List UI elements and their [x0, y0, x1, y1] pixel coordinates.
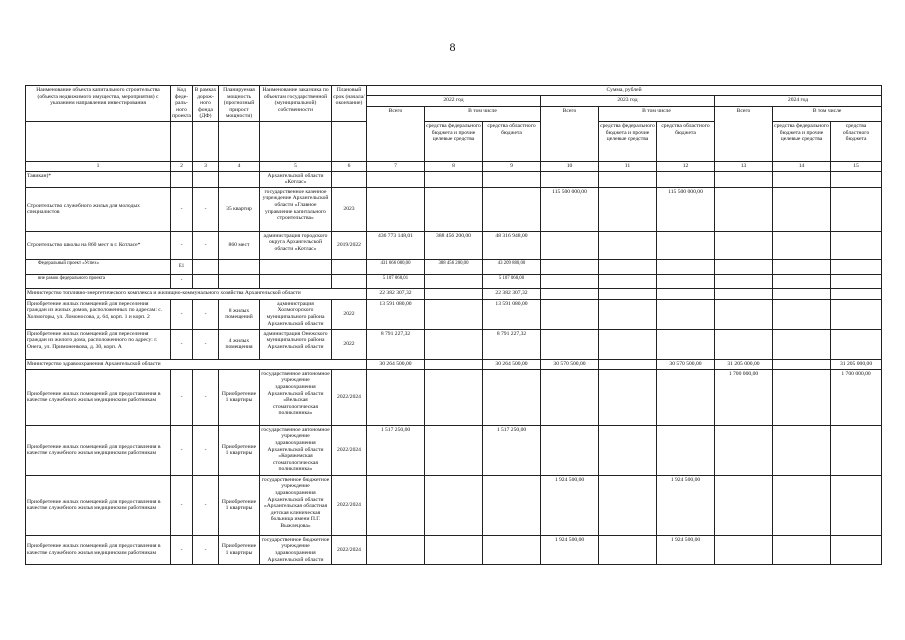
row-name: Строительство школы на 860 мест в г. Котласе* — [26, 231, 171, 259]
header-reg-2022: средства областного бюджета — [483, 121, 541, 161]
cell-2022-fed: 388 456 200,00 — [425, 231, 483, 259]
row-capacity: 860 мест — [219, 231, 260, 259]
cell-2023-reg: 115 500 000,00 — [657, 187, 715, 231]
row-name: Приобретение жилых помещений для переселения граждан из жилого дома, расположенного по адресу: г. Онега, ул. Примоненкова, д. 30, корп. А — [26, 329, 171, 359]
cell-2022-fed: 388 456 200,00 — [425, 259, 483, 274]
cell-2024-total: 1 700 000,00 — [715, 369, 773, 425]
colnum: 6 — [332, 161, 367, 171]
row-capacity: 4 жилых помещения — [219, 329, 260, 359]
colnum: 14 — [773, 161, 831, 171]
header-including-2023: В том числе — [599, 106, 715, 121]
cell-2022-reg: 13 591 080,00 — [483, 299, 541, 329]
section-title: Министерство топливно-энергетического комплекса и жилищно-коммунального хозяйства Архангельской области — [26, 288, 367, 299]
colnum: 12 — [657, 161, 715, 171]
cell-2022-reg: 5 107 068,00 — [483, 274, 541, 288]
row-capacity: 8 жилых помещений — [219, 299, 260, 329]
row-period: 2022/2024 — [332, 535, 367, 564]
header-dof: В рамках дорож-ного фонда (ДФ) — [193, 86, 219, 122]
header-name: Наименование объекта капитального строительства (объекта недвижимого имущества, мероприятия) с указанием направления инвестирования — [26, 86, 171, 122]
cell-2022-reg: 48 316 948,00 — [483, 231, 541, 259]
header-year-2023: 2023 год — [541, 95, 715, 106]
row-code: - — [171, 425, 193, 475]
row-dof: - — [193, 369, 219, 425]
row-period: 2019/2022 — [332, 231, 367, 259]
header-including-2022: В том числе — [425, 106, 541, 121]
row-dof: - — [193, 475, 219, 535]
cell-2022-total: 436 773 148,01 — [367, 231, 425, 259]
cell-2024-reg: 31 205 000,00 — [831, 359, 882, 369]
cell-2023-total: 1 924 500,00 — [541, 535, 599, 564]
header-period: Плановый срок (начала/окончание) — [332, 86, 367, 122]
row-capacity: Приобретение 1 квартиры — [219, 475, 260, 535]
row-name: вне рамок федерального проекта — [26, 274, 171, 288]
row-name: Приобретение жилых помещений для предоставления в качестве служебного жилья медицинским работникам — [26, 475, 171, 535]
table-row — [26, 274, 882, 288]
row-code: - — [171, 299, 193, 329]
colnum: 8 — [425, 161, 483, 171]
table-row — [26, 369, 882, 425]
section-title: Министерство здравоохранения Архангельской области — [26, 359, 367, 369]
header-year-2022: 2022 год — [367, 95, 541, 106]
row-customer: государственное автономное учреждение здравоохранения Архангельской области «Вельская стоматологическая поликлиника» — [260, 369, 332, 425]
cell-2023-total: 1 924 500,00 — [541, 475, 599, 535]
cell-2022-total: 30 264 500,00 — [367, 359, 425, 369]
row-customer: администрация Онежского муниципального района Архангельской области — [260, 329, 332, 359]
row-period: 2022 — [332, 329, 367, 359]
row-customer: государственное бюджетное учреждение здравоохранения Архангельской области «Архангельская областная детская клиническая больница имени П.Г. Выжлецова» — [260, 475, 332, 535]
row-period: 2022/2024 — [332, 425, 367, 475]
cell-2022-reg: 8 791 227,32 — [483, 329, 541, 359]
table-row — [26, 425, 882, 475]
table-row — [26, 171, 882, 187]
header-customer: Наименование заказчика по объектам государственной (муниципальной) собственности — [260, 86, 332, 122]
row-name: Приобретение жилых помещений для переселения граждан из жилых домов, расположенных по адресам: с. Холмогоры, ул. Ломоносова, д. 64, корп. 1 и корп. 2 — [26, 299, 171, 329]
row-customer: государственное бюджетное учреждение здравоохранения Архангельской области — [260, 535, 332, 564]
row-period: 2023 — [332, 187, 367, 231]
column-numbers-row — [26, 161, 882, 171]
row-code: - — [171, 274, 193, 288]
cell-2022-reg: 1 517 250,00 — [483, 425, 541, 475]
table-row — [26, 259, 882, 274]
header-capacity: Планируемая мощность (прогнозный прирост мощности) — [219, 86, 260, 122]
section-row — [26, 359, 882, 369]
row-name: Приобретение жилых помещений для предоставления в качестве служебного жилья медицинским работникам — [26, 425, 171, 475]
row-capacity: Приобретение 1 квартиры — [219, 369, 260, 425]
table-row — [26, 535, 882, 564]
cell-2024-reg: 1 700 000,00 — [831, 369, 882, 425]
row-code: - — [171, 475, 193, 535]
row-capacity: 35 квартир — [219, 187, 260, 231]
row-customer: Архангельской области «Котлас» — [260, 171, 332, 187]
investment-table — [25, 85, 882, 565]
section-row — [26, 288, 882, 299]
row-period: 2022/2024 — [332, 369, 367, 425]
cell-2023-total: 30 570 500,00 — [541, 359, 599, 369]
cell-2022-total: 1 517 250,00 — [367, 425, 425, 475]
header-year-2024: 2024 год — [715, 95, 882, 106]
table-body — [26, 171, 882, 565]
row-dof: - — [193, 187, 219, 231]
cell-2022-total: 8 791 227,32 — [367, 329, 425, 359]
cell-2022-reg: 22 382 307,32 — [483, 288, 541, 299]
row-dof: - — [193, 425, 219, 475]
row-code: - — [171, 231, 193, 259]
header-fed-2023: средства федерального бюджета и прочие целевые средства — [599, 121, 657, 161]
row-customer: государственное автономное учреждение здравоохранения Архангельской области «Коряжемская стоматологическая поликлиника» — [260, 425, 332, 475]
cell-2022-total: 13 591 080,00 — [367, 299, 425, 329]
row-dof: - — [193, 299, 219, 329]
row-name: Строительство служебного жилья для молодых специалистов — [26, 187, 171, 231]
page-number: 8 — [449, 40, 456, 54]
row-code: - — [171, 329, 193, 359]
row-name: Приобретение жилых помещений для предоставления в качестве служебного жилья медицинским работникам — [26, 535, 171, 564]
table-row — [26, 329, 882, 359]
header-reg-2023: средства областного бюджета — [657, 121, 715, 161]
header-fed-2022: средства федерального бюджета и прочие целевые средства — [425, 121, 483, 161]
cell-2022-total: 22 382 307,32 — [367, 288, 425, 299]
colnum: 9 — [483, 161, 541, 171]
colnum: 7 — [367, 161, 425, 171]
row-capacity: Приобретение 1 квартиры — [219, 535, 260, 564]
cell-2022-reg: 30 264 500,00 — [483, 359, 541, 369]
colnum: 5 — [260, 161, 332, 171]
header-total-2024: Всего — [715, 106, 773, 161]
row-period: 2022 — [332, 299, 367, 329]
row-capacity: Приобретение 1 квартиры — [219, 425, 260, 475]
cell-2023-total: 115 500 000,00 — [541, 187, 599, 231]
cell-2022-reg: 43 209 880,00 — [483, 259, 541, 274]
cell-2024-total: 31 205 000,00 — [715, 359, 773, 369]
row-code: - — [171, 369, 193, 425]
colnum: 2 — [171, 161, 193, 171]
colnum: 13 — [715, 161, 773, 171]
row-code: E1 — [171, 259, 193, 274]
header-total-2023: Всего — [541, 106, 599, 161]
row-name: Федеральный проект «Успех» — [26, 259, 171, 274]
row-customer: государственное казенное учреждение Архангельской области «Главное управление капитального строительства» — [260, 187, 332, 231]
header-code: Код феде-раль-ного проекта — [171, 86, 193, 122]
table-row — [26, 299, 882, 329]
row-dof: - — [193, 329, 219, 359]
table-header — [26, 86, 882, 172]
row-name: Приобретение жилых помещений для предоставления в качестве служебного жилья медицинским работникам — [26, 369, 171, 425]
header-fed-2024: средства федерального бюджета и прочие целевые средства — [773, 121, 831, 161]
colnum: 1 — [26, 161, 171, 171]
colnum: 15 — [831, 161, 882, 171]
row-dof: - — [193, 535, 219, 564]
table-row — [26, 231, 882, 259]
cell-2023-reg: 1 924 500,00 — [657, 475, 715, 535]
cell-2022-total: 431 666 080,00 — [367, 259, 425, 274]
colnum: 3 — [193, 161, 219, 171]
header-sum: Сумма, рублей — [367, 86, 882, 96]
header-reg-2024: средства областного бюджета — [831, 121, 882, 161]
cell-2022-total: 5 107 068,01 — [367, 274, 425, 288]
cell-2023-reg: 1 924 500,00 — [657, 535, 715, 564]
colnum: 4 — [219, 161, 260, 171]
row-code: - — [171, 187, 193, 231]
row-customer: администрация городского округа Архангельской области «Котлас» — [260, 231, 332, 259]
colnum: 11 — [599, 161, 657, 171]
row-period: 2022/2024 — [332, 475, 367, 535]
header-including-2024: В том числе — [773, 106, 882, 121]
table-row — [26, 475, 882, 535]
colnum: 10 — [541, 161, 599, 171]
cell-2023-reg: 30 570 500,00 — [657, 359, 715, 369]
row-code: - — [171, 535, 193, 564]
row-name: Тавикан)* — [26, 171, 171, 187]
row-dof: - — [193, 231, 219, 259]
row-customer: администрация Холмогорского муниципального района Архангельской области — [260, 299, 332, 329]
table-row — [26, 187, 882, 231]
header-total-2022: Всего — [367, 106, 425, 161]
